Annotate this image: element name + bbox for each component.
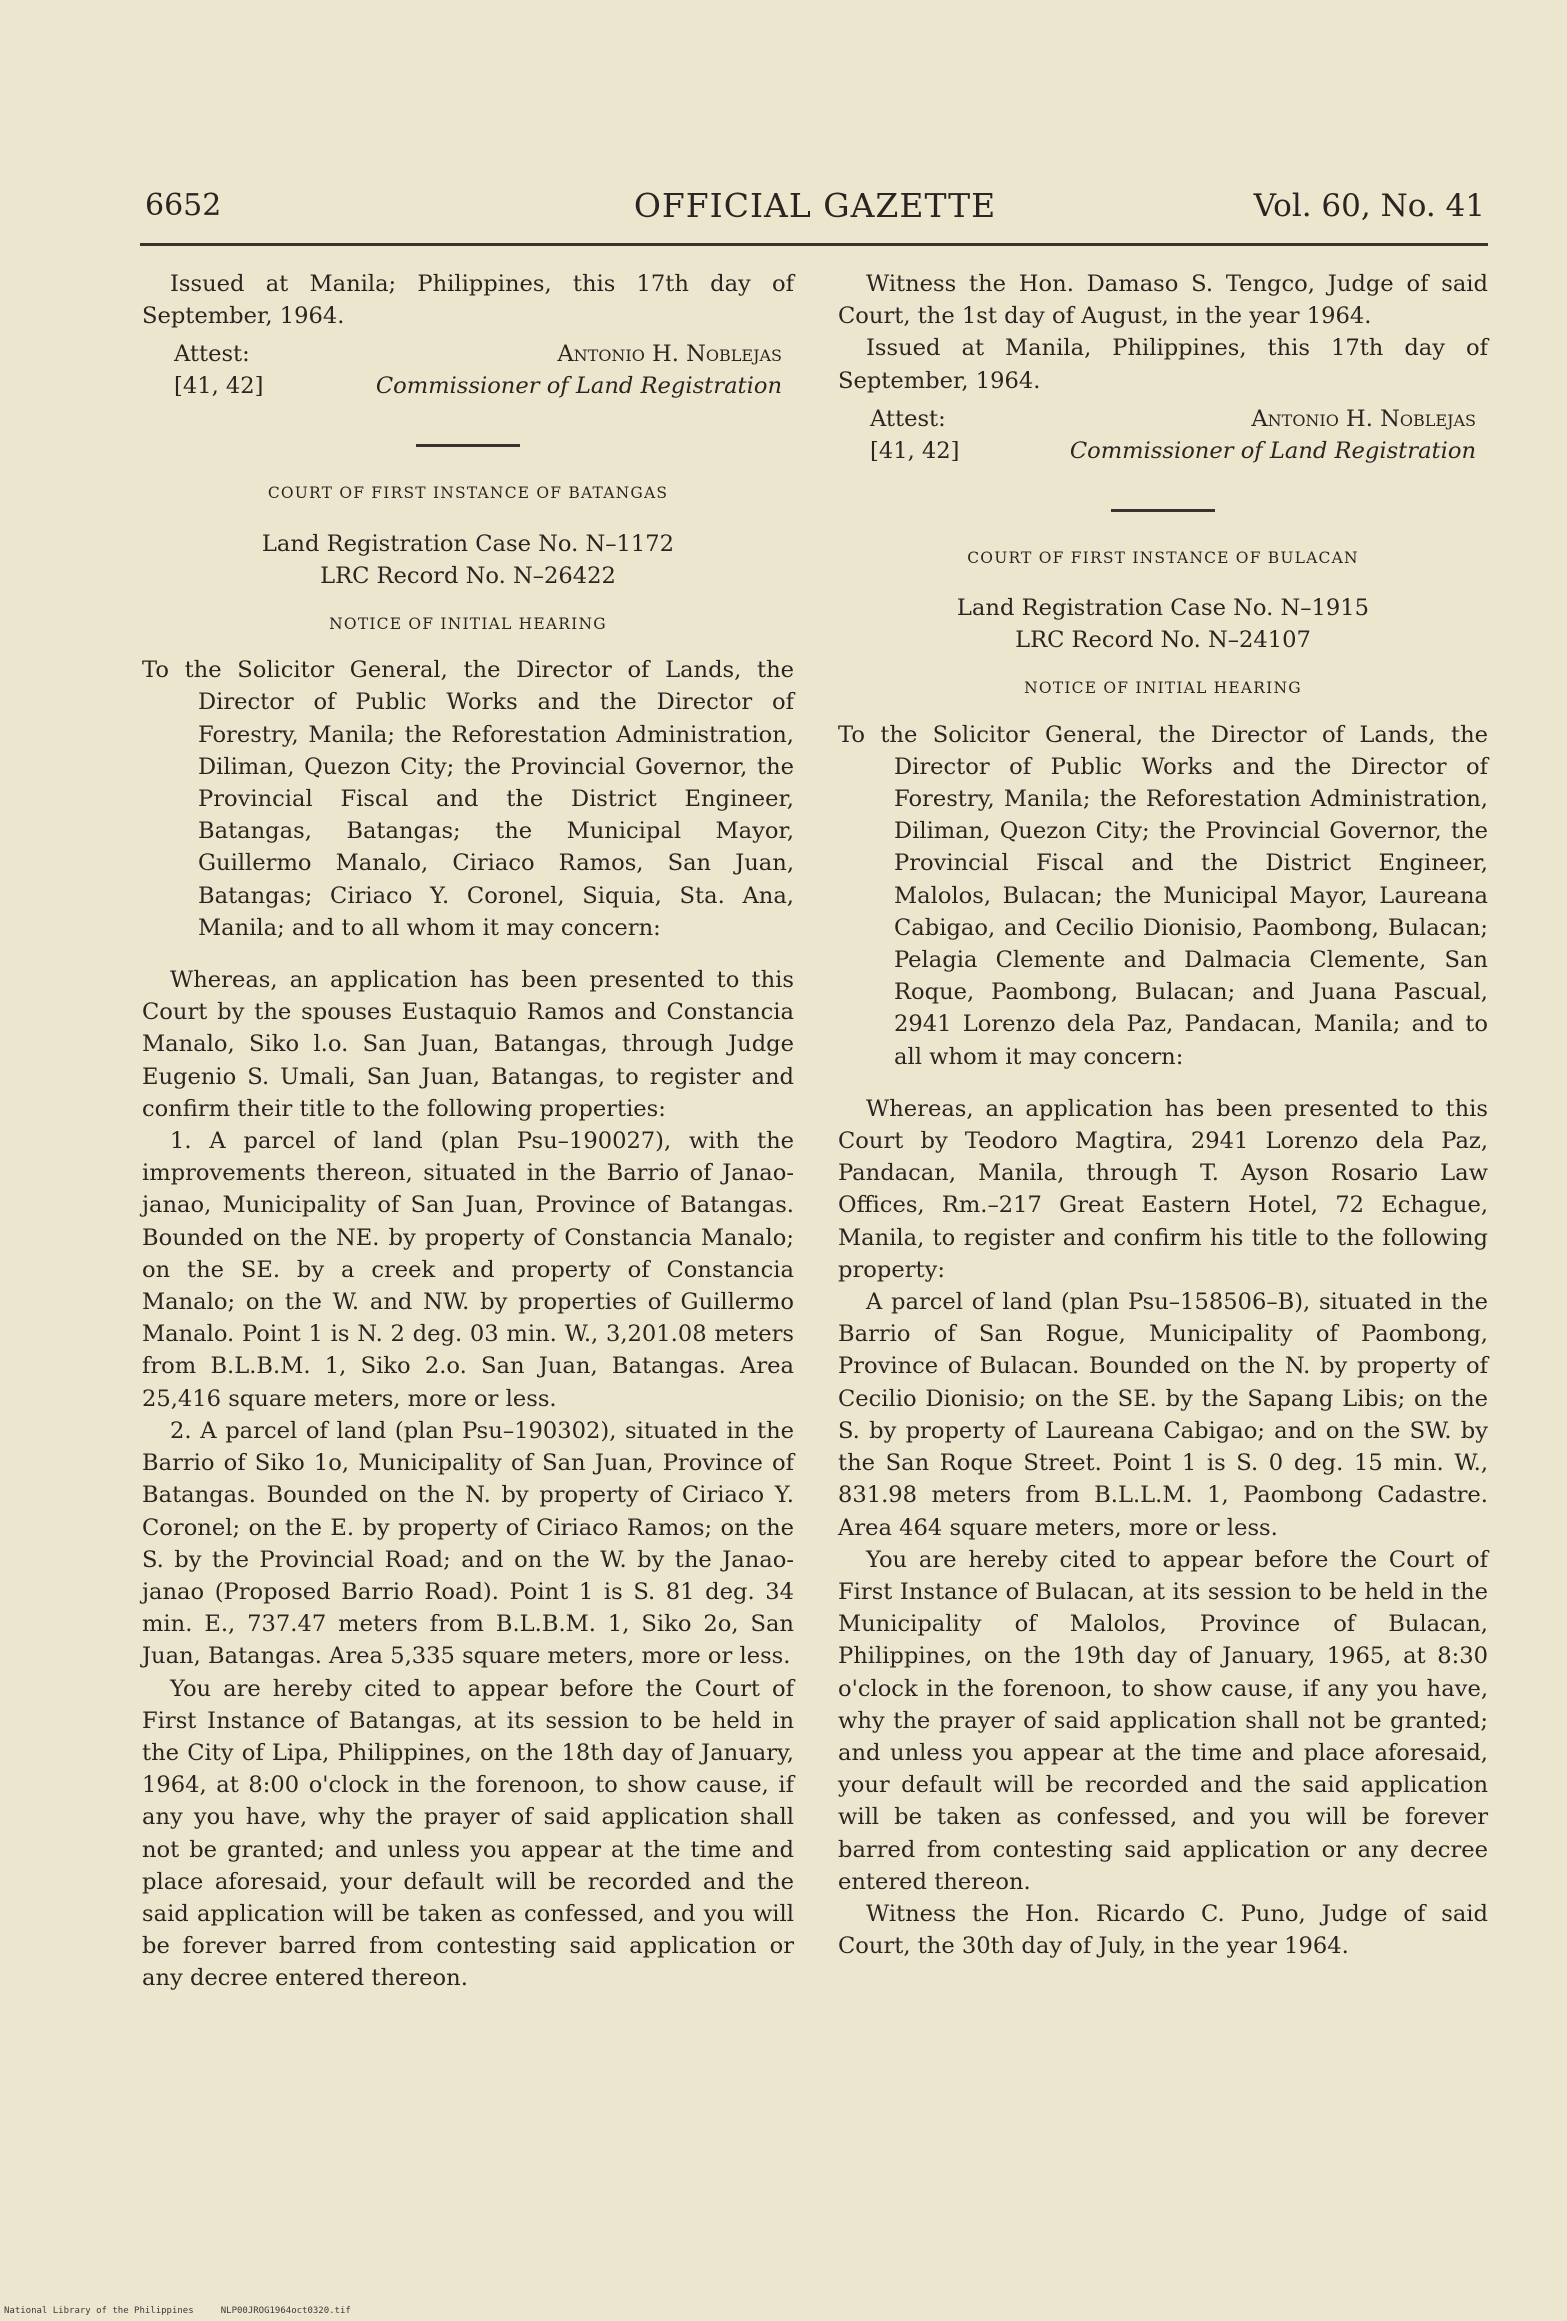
section-divider: [1111, 509, 1215, 512]
issued-statement: Issued at Manila, Philippines, this 17th day of September, 1964.: [838, 335, 1488, 394]
addressees: To the Solicitor General, the Director of Lands, the Director of Public Works and the Director of Forestry, Manila; the Reforestation Administration, Diliman, Quezon City; the Provincial Governor, the Provincial Fiscal and the District Engineer, Malolos, Bulacan; the Municipal Mayor, Laureana Cabigao, and Cecilio Dionisio, Paombong, Bulacan; Pelagia Clemente and Dalmacia Clemente, San Roque, Paombong, Bulacan; and Juana Pascual, 2941 Lorenzo dela Paz, Pandacan, Manila; and to all whom it may concern:: [838, 721, 1488, 1070]
citation-paragraph: You are hereby cited to appear before the Court of First Instance of Batangas, at its session to be held in the City of Lipa, Philippines, on the 18th day of January, 1964, at 8:00 o'clock in the forenoon, to show cause, if any you have, why the prayer of said application shall not be granted; and unless you appear at the time and place aforesaid, your default will be recorded and the said application will be taken as confessed, and you will be forever barred from contesting said application or any decree entered thereon.: [142, 1675, 794, 1992]
attest-block: [142, 338, 794, 404]
court-heading: COURT OF FIRST INSTANCE OF BATANGAS: [267, 484, 669, 503]
gazette-title: OFFICIAL GAZETTE: [633, 186, 997, 225]
record-number: LRC Record No. N–24107: [1015, 627, 1311, 654]
attest-name: Antonio H. Noblejas: [557, 341, 782, 368]
addressees: To the Solicitor General, the Director of Lands, the Director of Public Works and the Director of Forestry, Manila; the Reforestation Administration, Diliman, Quezon City; the Provincial Governor, the Provincial Fiscal and the District Engineer, Batangas, Batangas; the Municipal Mayor, Guillermo Manalo, Ciriaco Ramos, San Juan, Batangas; Ciriaco Y. Coronel, Siquia, Sta. Ana, Manila; and to all whom it may concern:: [142, 657, 794, 941]
attest-label: Attest:: [174, 341, 250, 368]
attest-title: Commissioner of Land Registration: [1069, 437, 1476, 464]
header-rule: [140, 243, 1488, 246]
whereas-paragraph: Whereas, an application has been presented to this Court by Teodoro Magtira, 2941 Lorenzo dela Paz, Pandacan, Manila, through T. Ayson Rosario Law Offices, Rm.–217 Great Eastern Hotel, 72 Echague, Manila, to register and confirm his title to the following property:: [838, 1095, 1488, 1283]
witness-statement-top: Witness the Hon. Damaso S. Tengco, Judge of said Court, the 1st day of August, in the year 1964.: [838, 271, 1488, 330]
case-number: Land Registration Case No. N–1915: [956, 595, 1370, 622]
parcel-description-1: 1. A parcel of land (plan Psu–190027), with the improvements thereon, situated in the Barrio of Janao-janao, Municipality of San Juan, Province of Batangas. Bounded on the NE. by property of Constancia Manalo; on the SE. by a creek and property of Constancia Manalo; on the W. and NW. by properties of Guillermo Manalo. Point 1 is N. 2 deg. 03 min. W., 3,201.08 meters from B.L.B.M. 1, Siko 2.o. San Juan, Batangas. Area 25,416 square meters, more or less.: [142, 1128, 794, 1412]
left-column: [142, 268, 794, 1995]
citation-paragraph: You are hereby cited to appear before the Court of First Instance of Bulacan, at its session to be held in the Municipality of Malolos, Province of Bulacan, Philippines, on the 19th day of January, 1965, at 8:30 o'clock in the forenoon, to show cause, if any you have, why the prayer of said application shall not be granted; and unless you appear at the time and place aforesaid, your default will be recorded and the said application will be taken as confessed, and you will be forever barred from contesting said application or any decree entered thereon.: [838, 1546, 1488, 1895]
notice-heading: NOTICE OF INITIAL HEARING: [329, 615, 607, 634]
attest-label: Attest:: [870, 405, 946, 432]
witness-statement: Witness the Hon. Ricardo C. Puno, Judge of said Court, the 30th day of July, in the year 1964.: [838, 1900, 1488, 1960]
court-heading: COURT OF FIRST INSTANCE OF BULACAN: [967, 548, 1359, 567]
scan-footer: [4, 2306, 351, 2316]
record-number: LRC Record No. N–26422: [320, 562, 616, 589]
page-number: 6652: [145, 188, 222, 223]
page-header: [145, 182, 1485, 242]
library-name: National Library of the Philippines: [4, 2306, 194, 2316]
scan-filename: NLP00JROG1964oct0320.tif: [220, 2306, 351, 2316]
attest-ref: [41, 42]: [870, 437, 960, 464]
attest-ref: [41, 42]: [174, 373, 264, 400]
right-column: [838, 268, 1488, 1962]
parcel-description: A parcel of land (plan Psu–158506–B), situated in the Barrio of San Rogue, Municipality of Paombong, Province of Bulacan. Bounded on the N. by property of Cecilio Dionisio; on the SE. by the Sapang Libis; on the S. by property of Laureana Cabigao; and on the SW. by the San Roque Street. Point 1 is S. 0 deg. 15 min. W., 831.98 meters from B.L.L.M. 1, Paombong Cadastre. Area 464 square meters, more or less.: [838, 1289, 1488, 1541]
attest-name: Antonio H. Noblejas: [1251, 405, 1476, 432]
attest-block: [838, 403, 1488, 469]
attest-title: Commissioner of Land Registration: [375, 373, 782, 400]
section-divider: [416, 444, 520, 447]
issued-statement: Issued at Manila; Philippines, this 17th day of September, 1964.: [142, 271, 794, 330]
case-number: Land Registration Case No. N–1172: [261, 530, 675, 557]
parcel-description-2: 2. A parcel of land (plan Psu–190302), situated in the Barrio of Siko 1o, Municipality of San Juan, Province of Batangas. Bounded on the N. by property of Ciriaco Y. Coronel; on the E. by property of Ciriaco Ramos; on the S. by the Provincial Road; and on the W. by the Janao-janao (Proposed Barrio Road). Point 1 is S. 81 deg. 34 min. E., 737.47 meters from B.L.B.M. 1, Siko 2o, San Juan, Batangas. Area 5,335 square meters, more or less.: [142, 1417, 794, 1670]
notice-heading: NOTICE OF INITIAL HEARING: [1024, 679, 1302, 698]
volume-number: Vol. 60, No. 41: [1253, 188, 1485, 224]
whereas-paragraph: Whereas, an application has been presented to this Court by the spouses Eustaquio Ramos and Constancia Manalo, Siko l.o. San Juan, Batangas, through Judge Eugenio S. Umali, San Juan, Batangas, to register and confirm their title to the following properties:: [142, 967, 794, 1122]
